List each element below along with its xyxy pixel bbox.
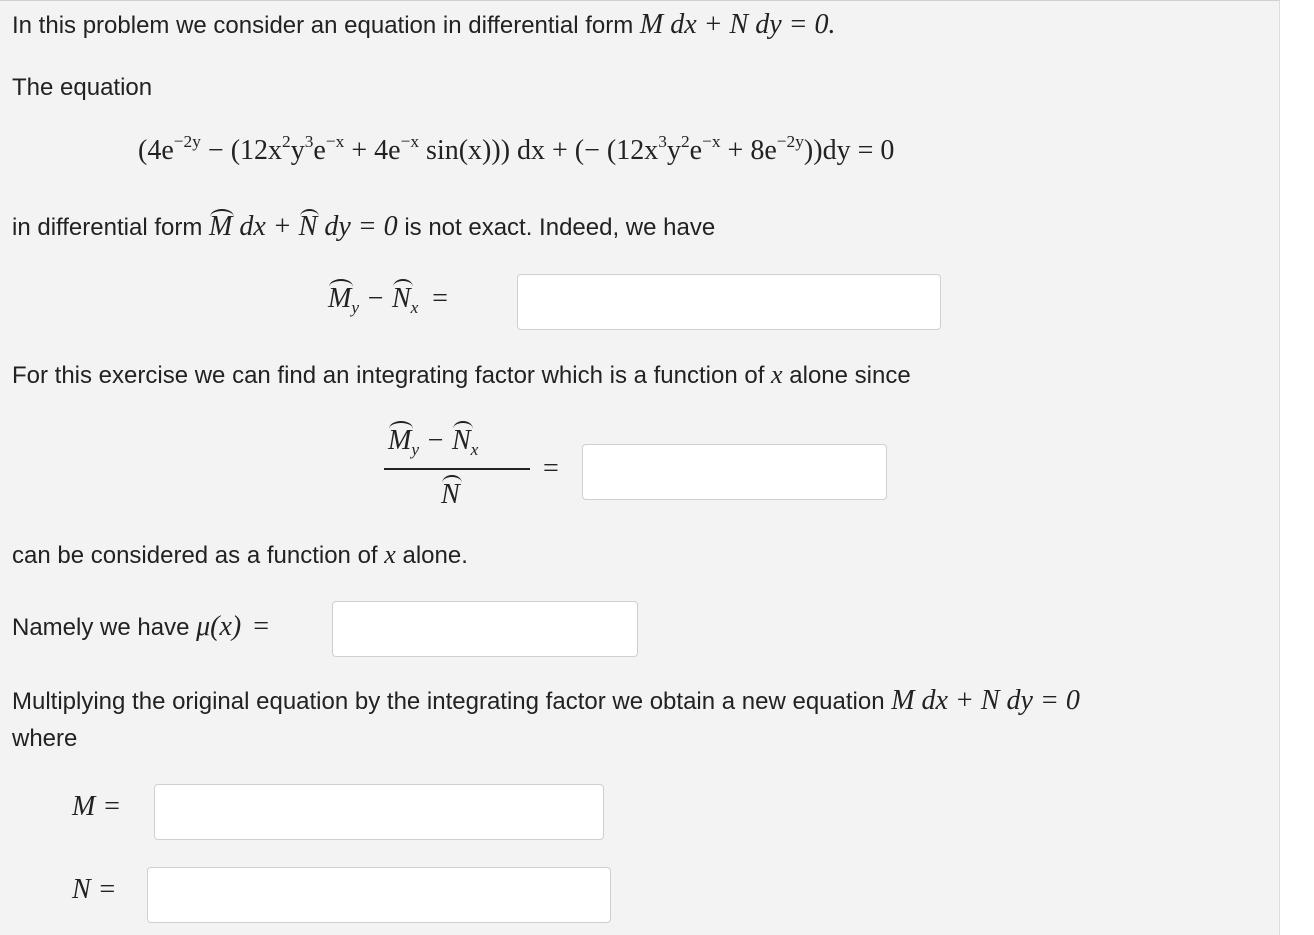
subscript-x: x [410, 298, 419, 318]
fraction-bar [384, 468, 530, 470]
ratio-answer-input[interactable] [582, 444, 887, 500]
n-answer-input[interactable] [147, 867, 611, 923]
eq-part: sin(x))) dx + (− (12x [419, 135, 659, 166]
m-tilde: M [328, 283, 352, 314]
n-tilde: N [298, 211, 318, 242]
multiplying-line [12, 687, 1080, 716]
integrating-factor-line [12, 361, 911, 390]
not-exact-math: dx + [232, 211, 299, 242]
considered-text: alone. [395, 542, 468, 569]
m-tilde: M [388, 425, 412, 456]
m-answer-input[interactable] [154, 784, 604, 840]
minus-sign: − [359, 283, 392, 314]
intro-text: In this problem we consider an equation in differential form [12, 12, 640, 39]
fraction-numerator [388, 425, 479, 460]
not-exact-line [12, 213, 715, 242]
equation-label: The equation [12, 74, 153, 101]
eq-part: (4e [138, 135, 174, 166]
diff-answer-input[interactable] [517, 274, 941, 330]
eq-part: ))dy = 0 [803, 135, 895, 166]
eq-exponent: −x [702, 131, 721, 151]
mu-answer-input[interactable] [332, 601, 638, 657]
diff-expression [328, 283, 450, 318]
eq-part: − (12x [200, 135, 283, 166]
m-label: M = [72, 791, 122, 822]
n-tilde: N [441, 479, 460, 510]
intro-math: M dx + N dy = 0. [639, 9, 836, 40]
var-x: x [384, 540, 396, 569]
eq-exponent: 3 [304, 131, 314, 151]
multiplying-text: Multiplying the original equation by the integrating factor we obtain a new equation [12, 688, 892, 715]
integrating-text: alone since [782, 362, 911, 389]
where-label: where [12, 725, 78, 752]
n-tilde: N [391, 283, 411, 314]
not-exact-text: in differential form [12, 214, 209, 241]
subscript-y: y [411, 440, 420, 460]
multiplying-math: M dx + N dy = 0 [891, 685, 1080, 716]
eq-exponent: 2 [282, 131, 291, 151]
considered-text: can be considered as a function of [12, 542, 385, 569]
eq-exponent: 2 [680, 131, 690, 151]
minus-sign: − [419, 425, 452, 456]
eq-part: y [290, 135, 305, 166]
subscript-x: x [470, 440, 479, 460]
eq-exponent: −x [325, 131, 345, 151]
eq-exponent: −x [400, 131, 420, 151]
subscript-y: y [351, 298, 360, 318]
namely-line [12, 613, 269, 642]
m-tilde: M [208, 211, 233, 242]
eq-part: + 8e [720, 135, 777, 166]
mu-of-x: μ(x) [196, 611, 242, 642]
equals-sign: = [430, 283, 450, 314]
integrating-text: For this exercise we can find an integrating factor which is a function of [12, 362, 772, 389]
n-label: N = [72, 874, 117, 905]
not-exact-text: is not exact. Indeed, we have [397, 214, 716, 241]
fraction-denominator [441, 479, 460, 511]
eq-part: e [313, 135, 326, 166]
eq-part: y [666, 135, 681, 166]
namely-text: Namely we have [12, 614, 197, 641]
eq-part: e [689, 135, 703, 166]
eq-exponent: 3 [658, 131, 667, 151]
var-x: x [771, 360, 783, 389]
considered-line [12, 541, 468, 570]
equals-sign: = [253, 611, 270, 642]
original-equation [138, 131, 895, 167]
eq-part: + 4e [344, 135, 401, 166]
not-exact-math: dy = 0 [317, 211, 398, 242]
intro-line [12, 11, 836, 40]
eq-exponent: −2y [776, 131, 804, 151]
equals-sign: = [543, 453, 559, 484]
n-tilde: N [451, 425, 471, 456]
eq-exponent: −2y [173, 131, 201, 151]
